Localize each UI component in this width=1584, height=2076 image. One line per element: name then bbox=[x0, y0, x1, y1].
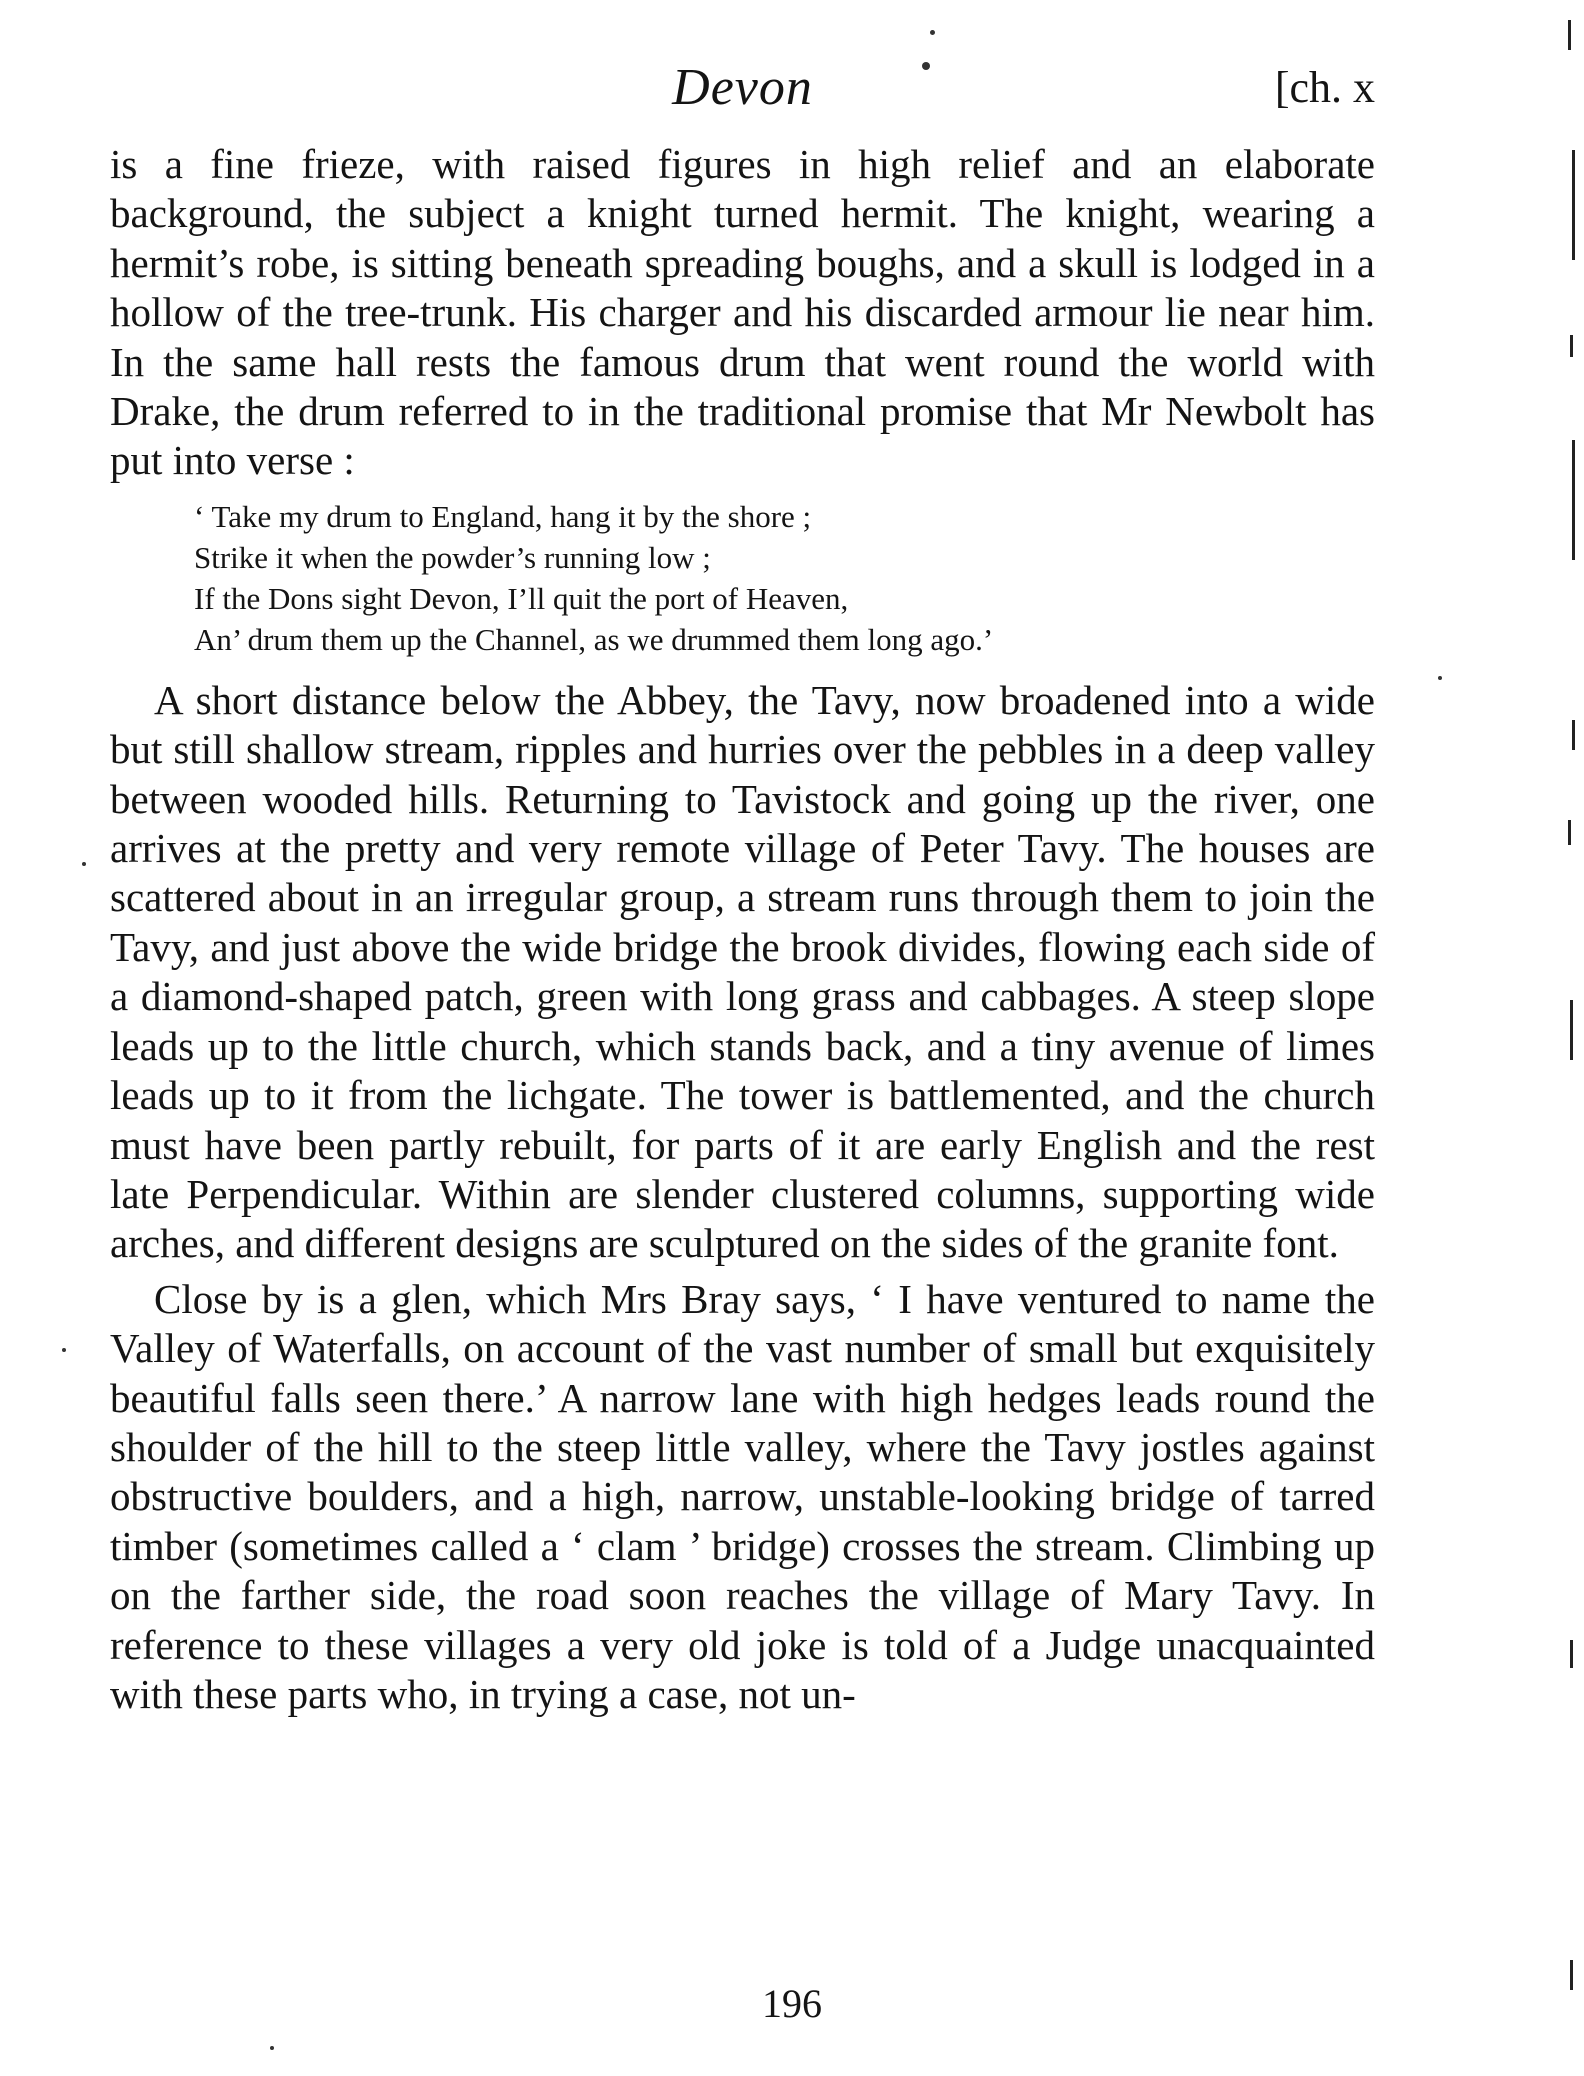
verse-line-3: If the Dons sight Devon, I’ll quit the port of Heaven, bbox=[194, 580, 849, 616]
scan-speck bbox=[930, 30, 935, 35]
scan-speck bbox=[82, 862, 86, 866]
body-text bbox=[110, 140, 1375, 1719]
edge-mark bbox=[1572, 720, 1575, 750]
scan-speck bbox=[270, 2046, 274, 2050]
scan-speck bbox=[1438, 676, 1442, 680]
edge-mark bbox=[1572, 440, 1575, 560]
paragraph-1: is a fine frieze, with raised figures in high relief and an elaborate background, the subject a knight turned hermit. The knight, wearing a hermit’s robe, is sitting beneath spreading boughs, and a skull is lodged in a hollow of the tree-trunk. His charger and his discarded armour lie near him. In the same hall rests the famous drum that went round the world with Drake, the drum referred to in the traditional promise that Mr Newbolt has put into verse : bbox=[110, 141, 1375, 484]
edge-mark bbox=[1568, 820, 1571, 845]
edge-mark bbox=[1570, 335, 1573, 357]
verse-line-4: An’ drum them up the Channel, as we drummed them long ago.’ bbox=[194, 621, 994, 657]
running-header bbox=[110, 58, 1375, 128]
verse-line-2: Strike it when the powder’s running low ; bbox=[194, 539, 711, 575]
edge-mark bbox=[1568, 20, 1571, 50]
page-number: 196 bbox=[762, 1981, 822, 2026]
scan-edge-marks bbox=[1558, 0, 1578, 2076]
edge-mark bbox=[1570, 1960, 1573, 1990]
scan-speck bbox=[922, 62, 930, 70]
edge-mark bbox=[1570, 1640, 1573, 1668]
paragraph-3: Close by is a glen, which Mrs Bray says, ‘ I have ventured to name the Valley of Waterfalls, on account of the vast number of small but exquisitely beautiful falls seen there.’ A narrow lane with high hedges leads round the shoulder of the hill to the steep little valley, where the Tavy jostles against obstructive boulders, and a high, narrow, unstable-looking bridge of tarred timber (sometimes called a ‘ clam ’ bridge) crosses the stream. Climbing up on the farther side, the road soon reaches the village of Mary Tavy. In reference to these villages a very old joke is told of a Judge unacquainted with these parts who, in trying a case, not un- bbox=[110, 1275, 1375, 1717]
edge-mark bbox=[1572, 150, 1575, 260]
chapter-label: [ch. x bbox=[1274, 63, 1375, 112]
verse-quotation bbox=[194, 496, 1375, 660]
paragraph-2: A short distance below the Abbey, the Tavy, now broadened into a wide but still shallow stream, ripples and hurries over the pebbles in a deep valley between wooded hills. Returning to Tavistock and going up the river, one arrives at the pretty and very remote village of Peter Tavy. The houses are scattered about in an irregular group, a stream runs through them to join the Tavy, and just above the wide bridge the brook divides, flowing each side of a diamond-shaped patch, green with long grass and cabbages. A steep slope leads up to the little church, which stands back, and a tiny avenue of limes leads up to it from the lichgate. The tower is battlemented, and the church must have been partly rebuilt, for parts of it are early English and the rest late Perpendicular. Within are slender clustered columns, supporting wide arches, and different designs are sculptured on the sides of the granite font. bbox=[110, 676, 1375, 1267]
running-title: Devon bbox=[672, 59, 813, 116]
edge-mark bbox=[1570, 1000, 1573, 1060]
verse-line-1: ‘ Take my drum to England, hang it by the shore ; bbox=[194, 498, 812, 534]
scan-speck bbox=[62, 1348, 66, 1352]
